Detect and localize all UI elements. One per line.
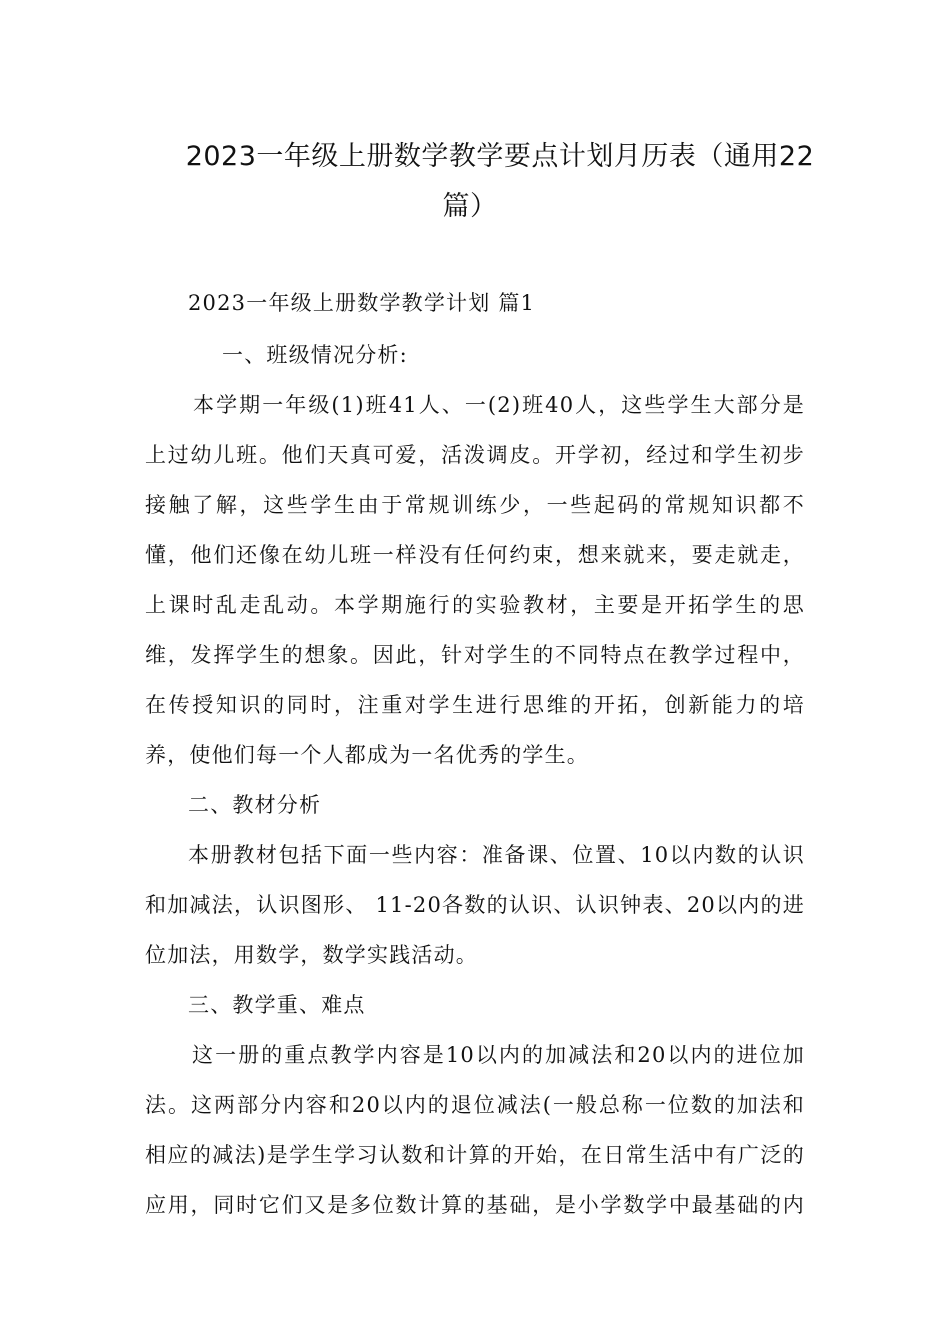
- paragraph-line: 相应的减法)是学生学习认数和计算的开始，在日常生活中有广泛的: [145, 1143, 805, 1167]
- heading-textbook-analysis: 二、教材分析: [188, 793, 322, 817]
- paragraph-line: 应用，同时它们又是多位数计算的基础，是小学数学中最基础的内: [145, 1193, 805, 1217]
- document-title-line-2: 篇）: [442, 191, 498, 222]
- heading-key-points: 三、教学重、难点: [188, 993, 366, 1017]
- document-title-line-1: 2023一年级上册数学教学要点计划月历表（通用22: [185, 141, 815, 172]
- paragraph-line: 懂，他们还像在幼儿班一样没有任何约束，想来就来，要走就走，: [145, 543, 805, 567]
- paragraph-line: 养，使他们每一个人都成为一名优秀的学生。: [145, 743, 589, 767]
- paragraph-line: 这一册的重点教学内容是10以内的加减法和20以内的进位加: [192, 1043, 805, 1067]
- paragraph-line: 本册教材包括下面一些内容：准备课、位置、10以内数的认识: [188, 843, 805, 867]
- heading-class-analysis: 一、班级情况分析:: [222, 343, 408, 367]
- paragraph-line: 位加法，用数学，数学实践活动。: [145, 943, 478, 967]
- paragraph-line: 上课时乱走乱动。本学期施行的实验教材，主要是开拓学生的思: [145, 593, 805, 617]
- paragraph-line: 接触了解，这些学生由于常规训练少，一些起码的常规知识都不: [145, 493, 805, 517]
- paragraph-line: 在传授知识的同时，注重对学生进行思维的开拓，创新能力的培: [145, 693, 805, 717]
- paragraph-line: 法。这两部分内容和20以内的退位减法(一般总称一位数的加法和: [145, 1093, 805, 1117]
- section-heading: 2023一年级上册数学教学计划 篇1: [188, 291, 536, 315]
- paragraph-line: 本学期一年级(1)班41人、一(2)班40人，这些学生大部分是: [193, 393, 805, 417]
- paragraph-line: 维，发挥学生的想象。因此，针对学生的不同特点在教学过程中，: [145, 643, 805, 667]
- paragraph-line: 上过幼儿班。他们天真可爱，活泼调皮。开学初，经过和学生初步: [145, 443, 805, 467]
- paragraph-line: 和加减法，认识图形、 11-20各数的认识、认识钟表、20以内的进: [145, 893, 805, 917]
